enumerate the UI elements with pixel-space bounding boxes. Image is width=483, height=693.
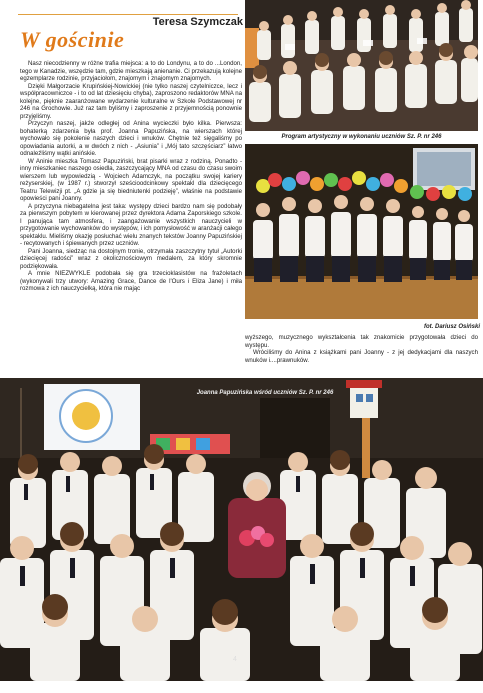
paragraph: Pani Joanna, siedząc na dostojnym tronie, otrzymała zaszczytny tytuł „Autorki dziecięcej radości” wraz z okolicznościowym medalem, za który skromnie podziękowała. [20,247,242,270]
header-rule [18,14,238,15]
article-left-column [20,60,242,373]
paragraph: Wróciliśmy do Anina z książkami pani Joanny - z jej dedykacjami dla naszych wnuków i....prawnuków. [245,349,478,364]
article-right-column [245,334,478,374]
page-number: 4 [233,656,237,663]
caption-top-photo: Program artystyczny w wykonaniu uczniów Sz. P. nr 246 [281,134,442,140]
paragraph: Nasz niecodzienny w różne trafia miejsca: a to do Londynu, a to do ...London, tego w Kanadzie, wszędzie tam, gdzie mieszkają anienanie. Ci przekazują kolejne egzemplarze rodzinie, przyjaciołom, znajomym i znajomym znajomych. [20,60,242,82]
paragraph: A mnie NIEZWYKLE podobała się gra trzecioklasistów na fraźoletach (wykonywali trzy utwory: Amazing Grace, Dance de l'Ours i Eliza Jane) i miła rozmowa z ich nauczycielką, która nie mając [20,270,242,292]
choir-illustration [245,0,478,131]
section-title: W gościnie [20,27,125,52]
photo-stage-performance [245,144,478,319]
photo-credit: fot. Dariusz Osiński [423,324,480,330]
paragraph: Dzięki Małgorzacie Krupińskiej-Nowickiej (nie tylko naszej czytelniczce, lecz i współpracowniczce - i to od lat dziesięciu chyba), zaproszono redaktorów MNA na kolejne, pięknie zaaranżowane wydarzenie kulturalne w Szkole Podstawowej nr 246 na Grochowie. Już raz tam byliśmy i zaproszenie z przyjemnością ponownie przyjęliśmy. [20,82,242,120]
stage-illustration [245,144,478,319]
paragraph: A przyczyna niebagatelna jest taka: występy dzieci bardzo nam się podobały za pierwszym pobytem w kierowanej przez dyrektora Adama Zaporskiego szkole. I panująca tam atmosfera, i zaangażowanie wszystkich nauczycieli w przygotowanie wychowanków do występów, i ich pomysłowość w aranżacji całego spektaklu. Mieliśmy okazję posłuchać wielu znanych tekstów Joanny Papuzińskiej - recytowanych i śpiewanych przez uczniów. [20,202,242,247]
paragraph: Przyczyn naszej, jakże odległej od Anina wycieczki było kilka. Pierwsza: bohaterką zdarzenia była prof. Joanna Papuzińska, na wierszach której wychowało się pokolenie naszych dzieci i wnuków. Chętnie też sięgaliśmy po opowiadania autorki, a w dwóch z nich - „Asiunia” i „Mój tato szczęściarz” łatwo odnaleźliśmy wątki anińskie. [20,120,242,157]
article-author: Teresa Szymczak [152,16,243,28]
group-photo-illustration [0,378,483,681]
paragraph: wyższego, muzycznego wykształcenia tak znakomicie przygotowała dzieci do występu. [245,334,478,349]
photo-author-with-students [0,378,483,681]
photo-student-choir [245,0,478,131]
paragraph: W Aninie mieszka Tomasz Papuziński, brat pisarki wraz z rodziną. Ponadto - inny mieszkaniec naszego osiedla, zaszczycający MNA od czasu do czasu swoim wierszem lub wypowiedzią - Wojciech Adamczyk, na początku swojej kariery reżyserskiej, (w 1987 r.) stworzył sześcioodcinkowy spektakl dla dziecięcego Teatru Telewizji pt. „A gdzie ja się biedniutenki podzieję”, właśnie na podstawie opowieści pani Joanny. [20,157,242,202]
caption-bottom-photo: Joanna Papuzińska wśród uczniów Sz. P. nr 246 [196,390,334,396]
